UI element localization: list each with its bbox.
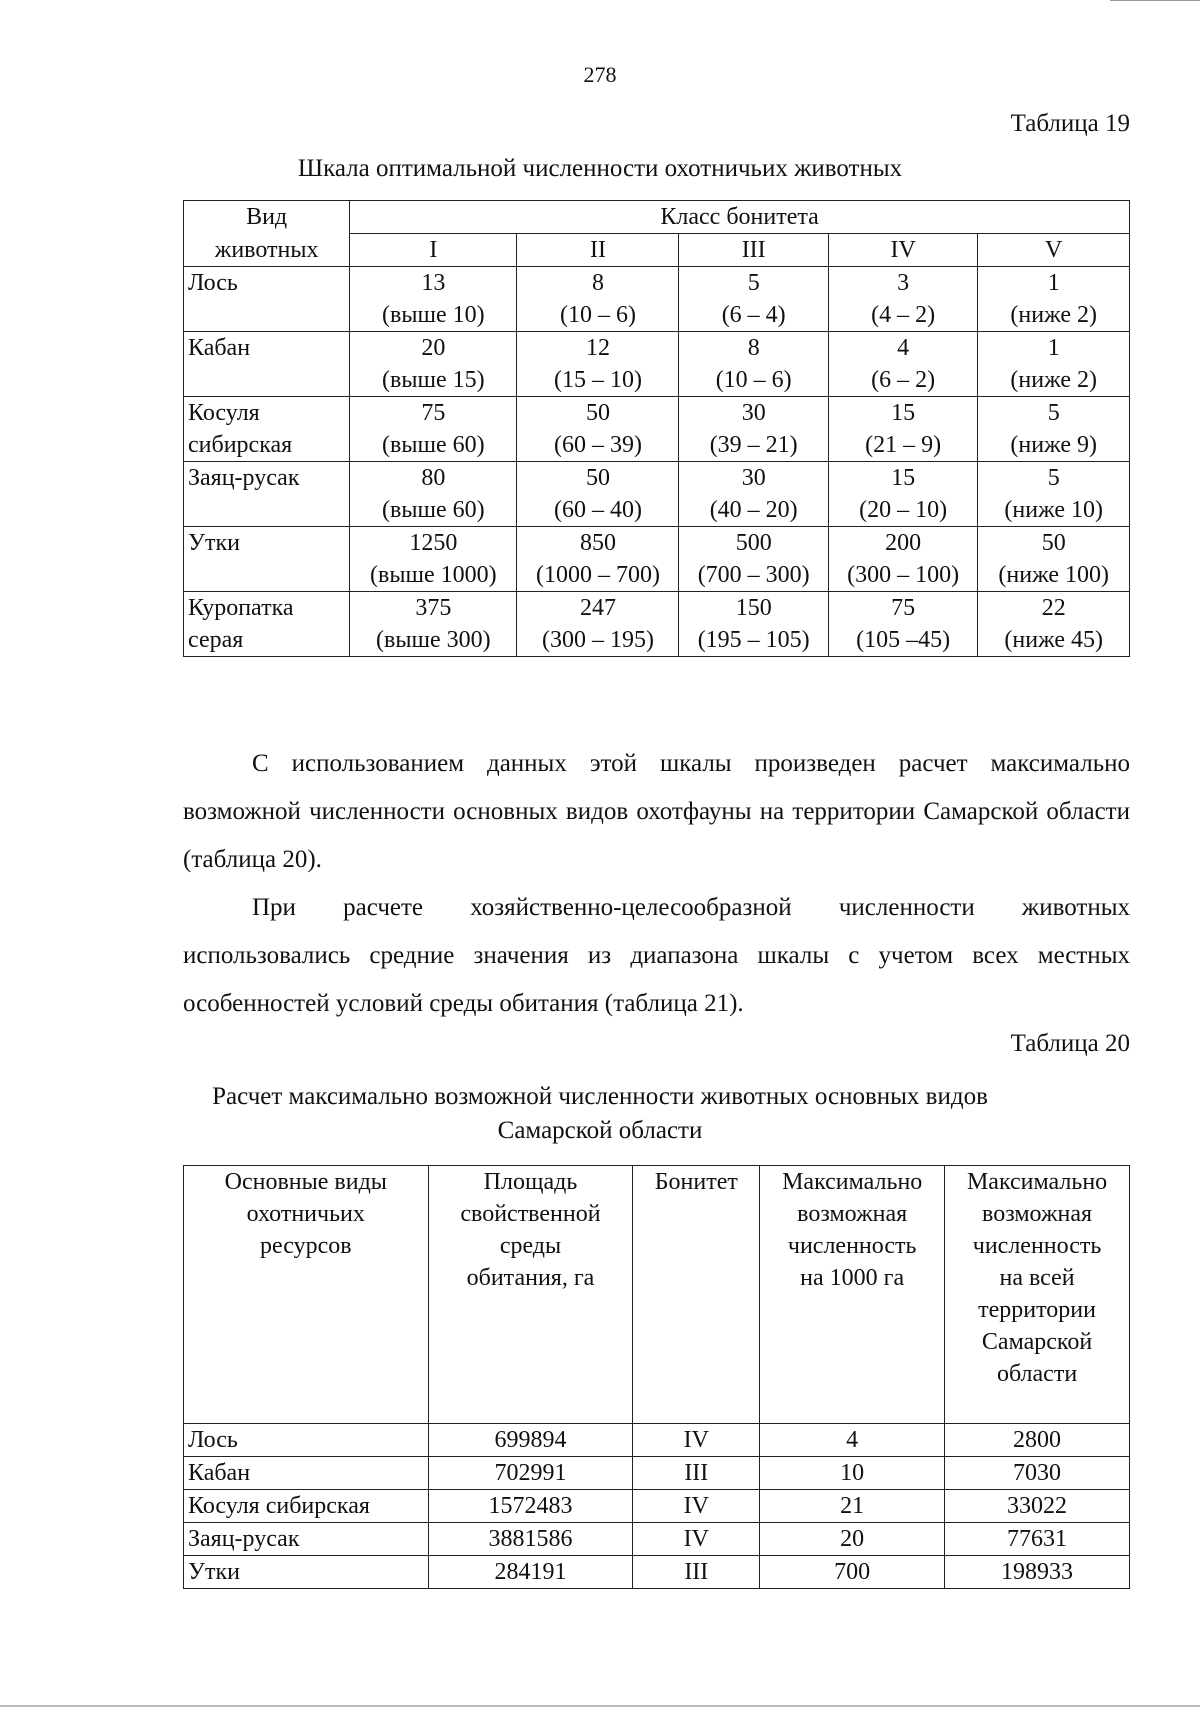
column-header-line: охотничьих bbox=[246, 1201, 365, 1227]
density-cell bbox=[828, 332, 977, 397]
species-cell: Кабан bbox=[184, 1457, 429, 1490]
column-header-line: Бонитет bbox=[654, 1169, 738, 1195]
density-value: 12 bbox=[585, 335, 610, 361]
density-range: (выше 60) bbox=[382, 497, 485, 523]
data-cell: 700 bbox=[760, 1556, 945, 1589]
density-cell bbox=[350, 462, 517, 527]
species-cell bbox=[184, 462, 350, 527]
density-value: 200 bbox=[885, 530, 922, 556]
density-range: (6 – 2) bbox=[871, 367, 936, 393]
species-name: Куропатка bbox=[188, 595, 294, 621]
density-range: (39 – 21) bbox=[709, 432, 798, 458]
data-cell: 21 bbox=[760, 1490, 945, 1523]
density-range: (выше 10) bbox=[382, 302, 485, 328]
column-header-line: Основные виды bbox=[224, 1169, 387, 1195]
column-header bbox=[633, 1166, 760, 1424]
density-cell bbox=[828, 462, 977, 527]
species-cell bbox=[184, 527, 350, 592]
table-row bbox=[184, 397, 1130, 462]
density-value: 1250 bbox=[409, 530, 458, 556]
species-name: серая bbox=[188, 627, 244, 653]
column-header-line: среды bbox=[499, 1233, 562, 1259]
density-cell bbox=[828, 397, 977, 462]
data-cell: 699894 bbox=[428, 1424, 633, 1457]
density-range: (60 – 39) bbox=[553, 432, 642, 458]
density-value: 3 bbox=[897, 270, 910, 296]
data-cell: IV bbox=[633, 1424, 760, 1457]
density-cell bbox=[679, 462, 828, 527]
density-cell bbox=[978, 592, 1130, 657]
species-cell: Заяц-русак bbox=[184, 1523, 429, 1556]
class-label: II bbox=[517, 234, 679, 267]
table-row bbox=[184, 332, 1130, 397]
density-range: (6 – 4) bbox=[721, 302, 786, 328]
data-cell: 10 bbox=[760, 1457, 945, 1490]
density-value: 1 bbox=[1047, 335, 1060, 361]
density-range: (ниже 9) bbox=[1010, 432, 1097, 458]
density-range: (20 – 10) bbox=[859, 497, 948, 523]
density-value: 5 bbox=[1047, 465, 1060, 491]
density-cell bbox=[679, 397, 828, 462]
table-20-header-row bbox=[184, 1166, 1130, 1424]
data-cell: 284191 bbox=[428, 1556, 633, 1589]
density-cell bbox=[978, 462, 1130, 527]
density-range: (300 – 100) bbox=[847, 562, 960, 588]
density-range: (1000 – 700) bbox=[535, 562, 660, 588]
table-row bbox=[184, 267, 1130, 332]
table-row bbox=[184, 462, 1130, 527]
density-range: (выше 15) bbox=[382, 367, 485, 393]
table-19-class-row bbox=[184, 234, 1130, 267]
density-range: (ниже 100) bbox=[998, 562, 1109, 588]
species-cell bbox=[184, 332, 350, 397]
density-cell bbox=[350, 332, 517, 397]
table-row bbox=[184, 1424, 1130, 1457]
density-range: (выше 300) bbox=[376, 627, 491, 653]
data-cell: III bbox=[633, 1457, 760, 1490]
table-19-caption: Шкала оптимальной численности охотничьих животных bbox=[297, 155, 903, 182]
density-range: (40 – 20) bbox=[709, 497, 798, 523]
density-range: (10 – 6) bbox=[559, 302, 636, 328]
density-cell bbox=[978, 527, 1130, 592]
density-value: 850 bbox=[579, 530, 616, 556]
species-cell: Утки bbox=[184, 1556, 429, 1589]
density-value: 5 bbox=[1047, 400, 1060, 426]
column-header-line: возможная bbox=[982, 1201, 1093, 1227]
density-range: (21 – 9) bbox=[865, 432, 942, 458]
table-row bbox=[184, 1490, 1130, 1523]
species-name: сибирская bbox=[188, 432, 293, 458]
column-header-line: на всей bbox=[999, 1265, 1075, 1291]
density-range: (выше 1000) bbox=[370, 562, 497, 588]
species-header-top: Вид bbox=[184, 201, 350, 234]
density-range: (ниже 2) bbox=[1010, 302, 1097, 328]
column-header bbox=[184, 1166, 429, 1424]
column-header-line: свойственной bbox=[460, 1201, 601, 1227]
density-cell bbox=[517, 462, 679, 527]
density-range: (105 –45) bbox=[856, 627, 951, 653]
density-cell bbox=[679, 592, 828, 657]
column-header-line: территории bbox=[978, 1297, 1096, 1323]
paragraph: При расчете хозяйственно-целесообразной численности животных использовались средние значения из диапазона шкалы с учетом всех местных особенностей условий среды обитания (таблица 21). bbox=[183, 894, 1130, 1017]
table-20 bbox=[183, 1165, 1130, 1589]
density-value: 15 bbox=[891, 400, 916, 426]
density-value: 80 bbox=[421, 465, 446, 491]
data-cell: 20 bbox=[760, 1523, 945, 1556]
data-cell: 702991 bbox=[428, 1457, 633, 1490]
density-cell bbox=[679, 267, 828, 332]
density-value: 50 bbox=[585, 400, 610, 426]
data-cell: 2800 bbox=[945, 1424, 1130, 1457]
species-name bbox=[188, 299, 345, 331]
class-label: V bbox=[978, 234, 1130, 267]
density-value: 75 bbox=[421, 400, 446, 426]
column-header-line: на 1000 га bbox=[800, 1265, 905, 1291]
data-cell: 1572483 bbox=[428, 1490, 633, 1523]
column-header bbox=[760, 1166, 945, 1424]
species-name: Заяц-русак bbox=[188, 465, 300, 491]
density-range: (10 – 6) bbox=[715, 367, 792, 393]
column-header-line: Максимально bbox=[782, 1169, 923, 1195]
paragraph: С использованием данных этой шкалы произведен расчет максимально возможной численности основных видов охотфауны на территории Самарской области (таблица 20). bbox=[183, 750, 1130, 873]
column-header-line: области bbox=[996, 1361, 1078, 1387]
data-cell: 33022 bbox=[945, 1490, 1130, 1523]
density-range: (60 – 40) bbox=[553, 497, 642, 523]
column-header-line: численность bbox=[972, 1233, 1102, 1259]
species-name: Кабан bbox=[188, 335, 251, 361]
density-value: 500 bbox=[735, 530, 772, 556]
density-value: 50 bbox=[585, 465, 610, 491]
page-number: 278 bbox=[583, 62, 617, 87]
table-20-label: Таблица 20 bbox=[1010, 1030, 1130, 1057]
density-cell bbox=[350, 267, 517, 332]
density-value: 1 bbox=[1047, 270, 1060, 296]
data-cell: IV bbox=[633, 1490, 760, 1523]
data-cell: IV bbox=[633, 1523, 760, 1556]
column-header bbox=[945, 1166, 1130, 1424]
scan-edge-line bbox=[1110, 0, 1200, 1]
species-cell: Лось bbox=[184, 1424, 429, 1457]
table-19-label: Таблица 19 bbox=[1010, 110, 1130, 137]
species-cell bbox=[184, 267, 350, 332]
density-cell bbox=[517, 332, 679, 397]
density-range: (15 – 10) bbox=[553, 367, 642, 393]
data-cell: 4 bbox=[760, 1424, 945, 1457]
density-value: 15 bbox=[891, 465, 916, 491]
column-header-line: Площадь bbox=[483, 1169, 578, 1195]
column-header-line: численность bbox=[787, 1233, 917, 1259]
density-range: (4 – 2) bbox=[871, 302, 936, 328]
density-cell bbox=[350, 592, 517, 657]
density-value: 5 bbox=[747, 270, 760, 296]
density-value: 50 bbox=[1041, 530, 1066, 556]
density-value: 4 bbox=[897, 335, 910, 361]
density-cell bbox=[350, 397, 517, 462]
density-value: 375 bbox=[415, 595, 452, 621]
species-name bbox=[188, 364, 345, 396]
species-cell: Косуля сибирская bbox=[184, 1490, 429, 1523]
density-range: (ниже 2) bbox=[1010, 367, 1097, 393]
density-range: (ниже 10) bbox=[1004, 497, 1103, 523]
density-range: (ниже 45) bbox=[1004, 627, 1103, 653]
species-name: Лось bbox=[188, 270, 238, 296]
density-range: (300 – 195) bbox=[541, 627, 654, 653]
density-range: (195 – 105) bbox=[697, 627, 810, 653]
density-value: 247 bbox=[579, 595, 616, 621]
density-cell bbox=[978, 267, 1130, 332]
table-20-caption-line2: Самарской области bbox=[497, 1117, 703, 1144]
density-cell bbox=[350, 527, 517, 592]
column-header-line: Максимально bbox=[966, 1169, 1108, 1195]
class-label: I bbox=[350, 234, 517, 267]
table-row bbox=[184, 1457, 1130, 1490]
density-cell bbox=[679, 527, 828, 592]
density-value: 22 bbox=[1041, 595, 1066, 621]
species-cell bbox=[184, 397, 350, 462]
table-row bbox=[184, 1523, 1130, 1556]
density-value: 20 bbox=[421, 335, 446, 361]
scan-edge-line bbox=[0, 1705, 1200, 1707]
table-row bbox=[184, 527, 1130, 592]
density-value: 8 bbox=[747, 335, 760, 361]
class-label: IV bbox=[828, 234, 977, 267]
species-name bbox=[188, 559, 345, 591]
density-range: (700 – 300) bbox=[697, 562, 810, 588]
density-value: 30 bbox=[741, 400, 766, 426]
density-cell bbox=[517, 527, 679, 592]
species-cell bbox=[184, 592, 350, 657]
species-header-bottom: животных bbox=[184, 234, 350, 267]
class-label: III bbox=[679, 234, 828, 267]
density-cell bbox=[517, 397, 679, 462]
table-row bbox=[184, 592, 1130, 657]
species-name: Утки bbox=[188, 530, 240, 556]
density-cell bbox=[517, 267, 679, 332]
column-header bbox=[428, 1166, 633, 1424]
species-name bbox=[188, 494, 345, 526]
density-value: 30 bbox=[741, 465, 766, 491]
density-value: 150 bbox=[735, 595, 772, 621]
column-header-line: ресурсов bbox=[260, 1233, 352, 1259]
table-19 bbox=[183, 200, 1130, 657]
body-text bbox=[183, 740, 1130, 1028]
density-cell bbox=[978, 397, 1130, 462]
data-cell: 3881586 bbox=[428, 1523, 633, 1556]
data-cell: III bbox=[633, 1556, 760, 1589]
density-cell bbox=[978, 332, 1130, 397]
density-cell bbox=[828, 527, 977, 592]
data-cell: 77631 bbox=[945, 1523, 1130, 1556]
table-row bbox=[184, 1556, 1130, 1589]
density-range: (выше 60) bbox=[382, 432, 485, 458]
column-header-line: обитания, га bbox=[466, 1265, 595, 1291]
density-cell bbox=[828, 592, 977, 657]
density-cell bbox=[517, 592, 679, 657]
column-header-line: Самарской bbox=[981, 1329, 1093, 1355]
density-cell bbox=[828, 267, 977, 332]
table-19-header-row bbox=[184, 201, 1130, 234]
density-value: 13 bbox=[421, 270, 446, 296]
column-header-line: возможная bbox=[797, 1201, 908, 1227]
data-cell: 7030 bbox=[945, 1457, 1130, 1490]
density-cell bbox=[679, 332, 828, 397]
data-cell: 198933 bbox=[945, 1556, 1130, 1589]
density-value: 8 bbox=[591, 270, 604, 296]
density-value: 75 bbox=[891, 595, 916, 621]
table-20-caption-line1: Расчет максимально возможной численности животных основных видов bbox=[212, 1083, 988, 1110]
species-name: Косуля bbox=[188, 400, 260, 426]
class-header: Класс бонитета bbox=[350, 201, 1130, 234]
